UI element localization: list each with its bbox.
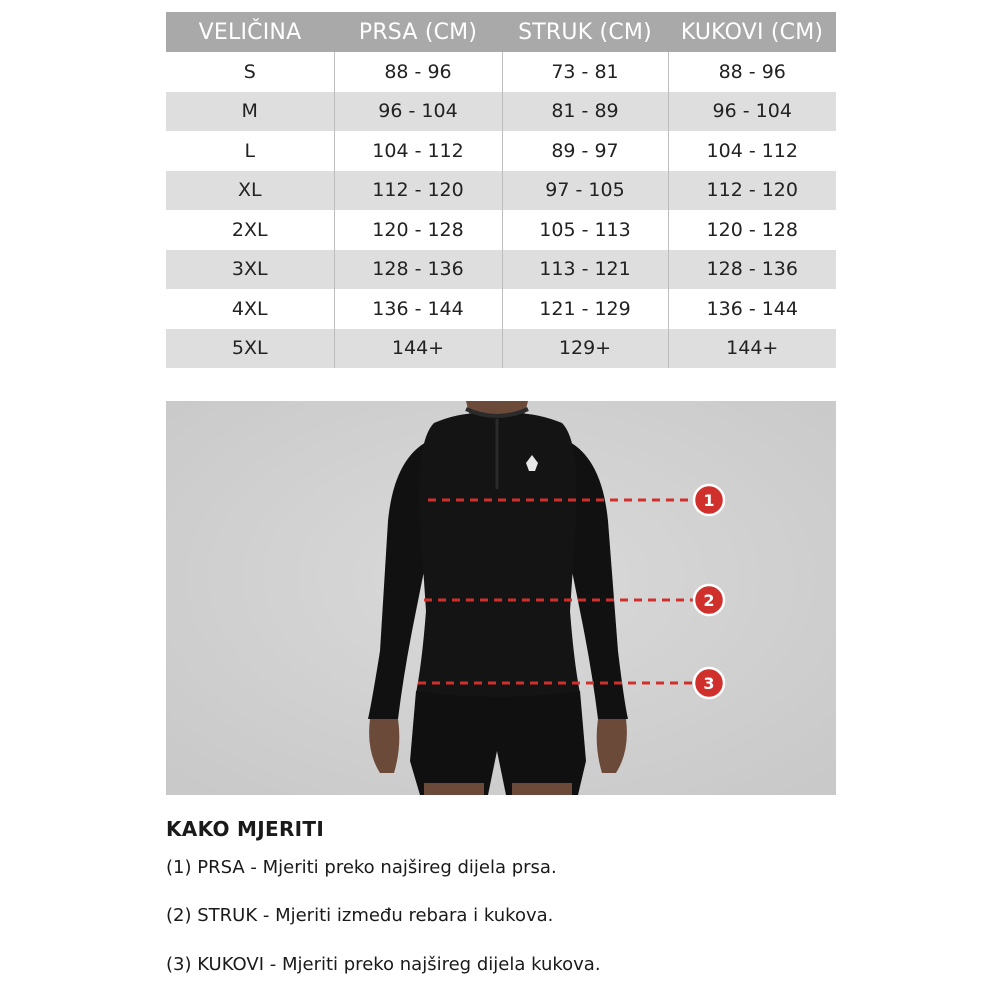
table-row: [166, 52, 836, 92]
cell-chest: 104 - 112: [334, 131, 502, 171]
howto-title: KAKO MJERITI: [166, 817, 325, 841]
header-hips: KUKOVI (CM): [668, 12, 836, 52]
cell-hips: 144+: [668, 329, 836, 369]
cell-hips: 112 - 120: [668, 171, 836, 211]
howto-line-hips: (3) KUKOVI - Mjeriti preko najšireg dijela kukova.: [166, 954, 601, 975]
cell-hips: 120 - 128: [668, 210, 836, 250]
cell-size: 4XL: [231, 297, 268, 320]
cell-hips: 104 - 112: [668, 131, 836, 171]
cell-hips: 128 - 136: [668, 250, 836, 290]
size-table: [166, 12, 836, 368]
cell-chest: 144+: [334, 329, 502, 369]
cell-chest: 88 - 96: [334, 52, 502, 92]
table-row: [166, 131, 836, 171]
cell-chest: 136 - 144: [334, 289, 502, 329]
model-illustration: [166, 401, 836, 795]
cell-waist: 73 - 81: [502, 52, 668, 92]
cell-chest: 112 - 120: [334, 171, 502, 211]
marker-1: [694, 485, 724, 515]
svg-text:3: 3: [703, 674, 715, 693]
cell-size: M: [166, 92, 334, 132]
header-chest: PRSA (CM): [334, 12, 502, 52]
table-row: [166, 92, 836, 132]
cell-waist: 105 - 113: [502, 210, 668, 250]
table-row: [166, 171, 836, 211]
size-table-body: [166, 52, 836, 368]
table-row: [166, 210, 836, 250]
cell-chest: 96 - 104: [334, 92, 502, 132]
cell-size: XL: [166, 171, 334, 211]
cell-size: L: [244, 139, 256, 162]
cell-hips: 96 - 104: [668, 92, 836, 132]
marker-3: [694, 668, 724, 698]
cell-waist: 97 - 105: [502, 171, 668, 211]
howto-line-chest: (1) PRSA - Mjeriti preko najšireg dijela prsa.: [166, 857, 557, 878]
header-waist: STRUK (CM): [502, 12, 668, 52]
cell-hips: 88 - 96: [668, 52, 836, 92]
cell-waist: 81 - 89: [502, 92, 668, 132]
cell-chest: 120 - 128: [334, 210, 502, 250]
cell-hips: 136 - 144: [668, 289, 836, 329]
table-row: [166, 250, 836, 290]
cell-waist: 129+: [502, 329, 668, 369]
cell-chest: 128 - 136: [334, 250, 502, 290]
measurement-figure: [166, 401, 836, 795]
marker-2: [694, 585, 724, 615]
table-row: [166, 329, 836, 369]
cell-waist: 121 - 129: [502, 289, 668, 329]
cell-waist: 89 - 97: [502, 131, 668, 171]
svg-text:2: 2: [703, 591, 715, 610]
cell-size: 2XL: [231, 218, 268, 241]
howto-line-waist: (2) STRUK - Mjeriti između rebara i kukova.: [166, 905, 554, 926]
cell-waist: 113 - 121: [502, 250, 668, 290]
svg-text:1: 1: [703, 491, 715, 510]
cell-size: 5XL: [166, 329, 334, 369]
size-table-header-row: [166, 12, 836, 52]
cell-size: S: [243, 60, 256, 83]
table-row: [166, 289, 836, 329]
cell-size: 3XL: [166, 250, 334, 290]
header-size: VELIČINA: [166, 12, 334, 52]
